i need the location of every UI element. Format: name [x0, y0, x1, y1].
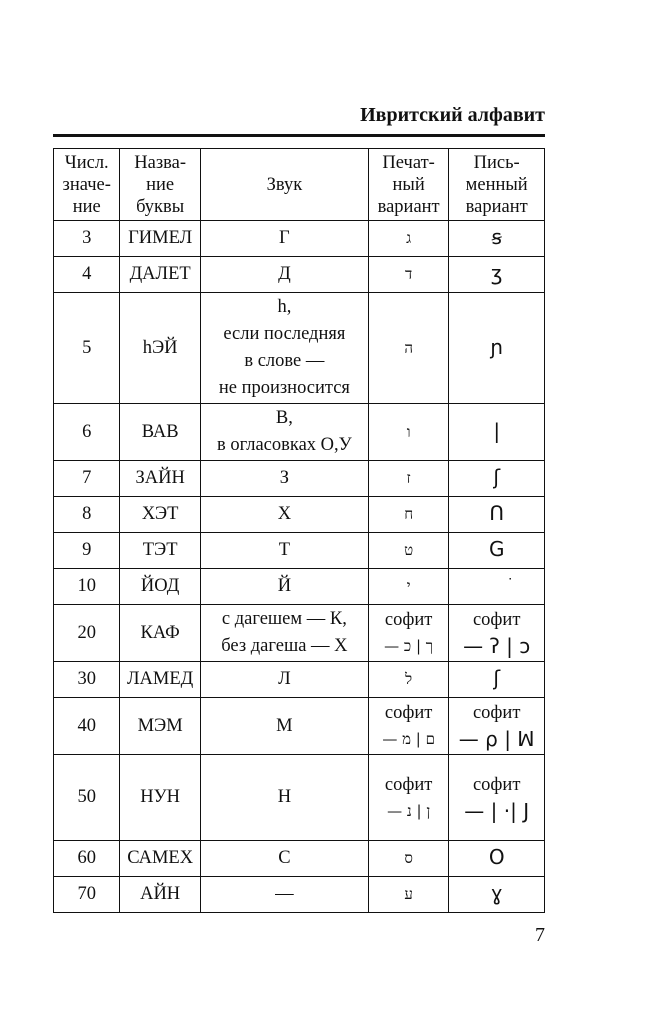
- letter-name: ВАВ: [120, 404, 200, 461]
- letter-value: 3: [54, 221, 120, 257]
- printed-form: [368, 257, 448, 293]
- script-form: [449, 569, 545, 605]
- printed-letter: י: [406, 577, 411, 595]
- letter-sound: С: [200, 841, 368, 877]
- script-letter: — ρ | ꟽ: [458, 727, 535, 751]
- letter-sound: В, в огласовках О,У: [200, 404, 368, 461]
- printed-letter: ג: [406, 229, 412, 247]
- letter-value: 7: [54, 461, 120, 497]
- printed-letter: ל: [405, 670, 413, 688]
- script-letter: O: [488, 845, 505, 869]
- script-form: [449, 497, 545, 533]
- letter-sound: Т: [200, 533, 368, 569]
- script-form: [449, 221, 545, 257]
- script-form: [449, 877, 545, 913]
- printed-form: [368, 841, 448, 877]
- letter-value: 9: [54, 533, 120, 569]
- script-letter: ꓵ: [489, 501, 504, 525]
- script-letter: ꞩ: [491, 225, 502, 249]
- printed-letter: ד: [405, 265, 413, 283]
- letter-name: ЙОД: [120, 569, 200, 605]
- table-row: [54, 461, 545, 497]
- printed-form: [368, 221, 448, 257]
- header-script: Пись- менный вариант: [449, 149, 545, 221]
- printed-letter: — ך | כ: [384, 637, 434, 655]
- printed-form: [368, 533, 448, 569]
- table-row: [54, 698, 545, 755]
- letter-sound: Х: [200, 497, 368, 533]
- script-letter: — ʔ | ɔ: [463, 634, 531, 658]
- table-row: [54, 497, 545, 533]
- table-body: [54, 221, 545, 913]
- letter-value: 4: [54, 257, 120, 293]
- letter-sound: Й: [200, 569, 368, 605]
- sofit-label: софит: [384, 774, 433, 795]
- script-letter: ʃ: [493, 465, 501, 489]
- script-letter: |: [493, 418, 501, 443]
- heading-rule: [53, 134, 545, 137]
- printed-form: [368, 605, 448, 662]
- letter-value: 50: [54, 755, 120, 841]
- table-row: [54, 404, 545, 461]
- script-letter: ɣ: [490, 881, 503, 905]
- letter-value: 10: [54, 569, 120, 605]
- script-form: [449, 461, 545, 497]
- printed-letter: ה: [404, 338, 413, 357]
- letter-value: 6: [54, 404, 120, 461]
- printed-letter: — ם | מ: [382, 730, 435, 748]
- printed-form: [368, 877, 448, 913]
- table-row: [54, 755, 545, 841]
- printed-form: [368, 404, 448, 461]
- printed-form: [368, 662, 448, 698]
- script-form: [449, 293, 545, 404]
- script-form: [449, 698, 545, 755]
- printed-letter: — ן | נ: [387, 801, 431, 820]
- letter-name: ДАЛЕТ: [120, 257, 200, 293]
- script-form: [449, 533, 545, 569]
- script-form: [449, 404, 545, 461]
- printed-letter: ח: [404, 505, 414, 523]
- letter-value: 20: [54, 605, 120, 662]
- printed-form: [368, 569, 448, 605]
- printed-form: [368, 755, 448, 841]
- letter-name: КАФ: [120, 605, 200, 662]
- sofit-label: софит: [472, 774, 521, 795]
- header-sound: Звук: [200, 149, 368, 221]
- table-row: [54, 662, 545, 698]
- script-form: [449, 755, 545, 841]
- letter-sound: Г: [200, 221, 368, 257]
- sofit-label: софит: [472, 610, 521, 630]
- sofit-label: софит: [384, 703, 433, 723]
- printed-letter: ז: [406, 469, 411, 487]
- letter-name: САМЕХ: [120, 841, 200, 877]
- table-header: [54, 149, 545, 221]
- header-name: Назва- ние буквы: [120, 149, 200, 221]
- letter-sound: Л: [200, 662, 368, 698]
- letter-sound: М: [200, 698, 368, 755]
- letter-sound: h, если последняя в слове — не произносится: [200, 293, 368, 404]
- letter-sound: Д: [200, 257, 368, 293]
- table-row: [54, 257, 545, 293]
- letter-name: ЛАМЕД: [120, 662, 200, 698]
- letter-name: ЗАЙН: [120, 461, 200, 497]
- letter-name: ГИМЕЛ: [120, 221, 200, 257]
- script-letter: ʃ: [493, 666, 501, 690]
- letter-value: 5: [54, 293, 120, 404]
- table-row: [54, 605, 545, 662]
- printed-letter: ו: [406, 422, 411, 441]
- table-row: [54, 293, 545, 404]
- script-letter: — | ·| J: [464, 798, 530, 823]
- letter-name: hЭЙ: [120, 293, 200, 404]
- table-row: [54, 221, 545, 257]
- letter-sound: З: [200, 461, 368, 497]
- letter-value: 8: [54, 497, 120, 533]
- printed-form: [368, 461, 448, 497]
- printed-letter: ע: [404, 885, 413, 903]
- letter-value: 40: [54, 698, 120, 755]
- sofit-label: софит: [472, 703, 521, 723]
- table-row: [54, 841, 545, 877]
- letter-value: 70: [54, 877, 120, 913]
- letter-name: МЭМ: [120, 698, 200, 755]
- letter-sound: с дагешем — К, без дагеша — Х: [200, 605, 368, 662]
- script-form: [449, 605, 545, 662]
- script-letter: G: [488, 537, 505, 561]
- letter-value: 60: [54, 841, 120, 877]
- letter-name: НУН: [120, 755, 200, 841]
- script-form: [449, 257, 545, 293]
- letter-sound: —: [200, 877, 368, 913]
- letter-value: 30: [54, 662, 120, 698]
- script-form: [449, 662, 545, 698]
- letter-name: ТЭТ: [120, 533, 200, 569]
- section-heading: Ивритский алфавит: [360, 104, 545, 126]
- letter-name: АЙН: [120, 877, 200, 913]
- header-printed: Печат- ный вариант: [368, 149, 448, 221]
- printed-form: [368, 293, 448, 404]
- letter-sound: Н: [200, 755, 368, 841]
- table-row: [54, 569, 545, 605]
- printed-form: [368, 698, 448, 755]
- script-letter: ɲ: [490, 334, 504, 359]
- table-row: [54, 877, 545, 913]
- hebrew-alphabet-table: [53, 148, 545, 913]
- table-row: [54, 533, 545, 569]
- printed-form: [368, 497, 448, 533]
- page-number: 7: [535, 924, 545, 946]
- script-form: [449, 841, 545, 877]
- sofit-label: софит: [384, 610, 433, 630]
- header-value: Числ. значе- ние: [54, 149, 120, 221]
- printed-letter: ס: [404, 849, 413, 867]
- letter-name: ХЭТ: [120, 497, 200, 533]
- script-letter: ʒ: [490, 261, 503, 285]
- printed-letter: ט: [404, 541, 414, 559]
